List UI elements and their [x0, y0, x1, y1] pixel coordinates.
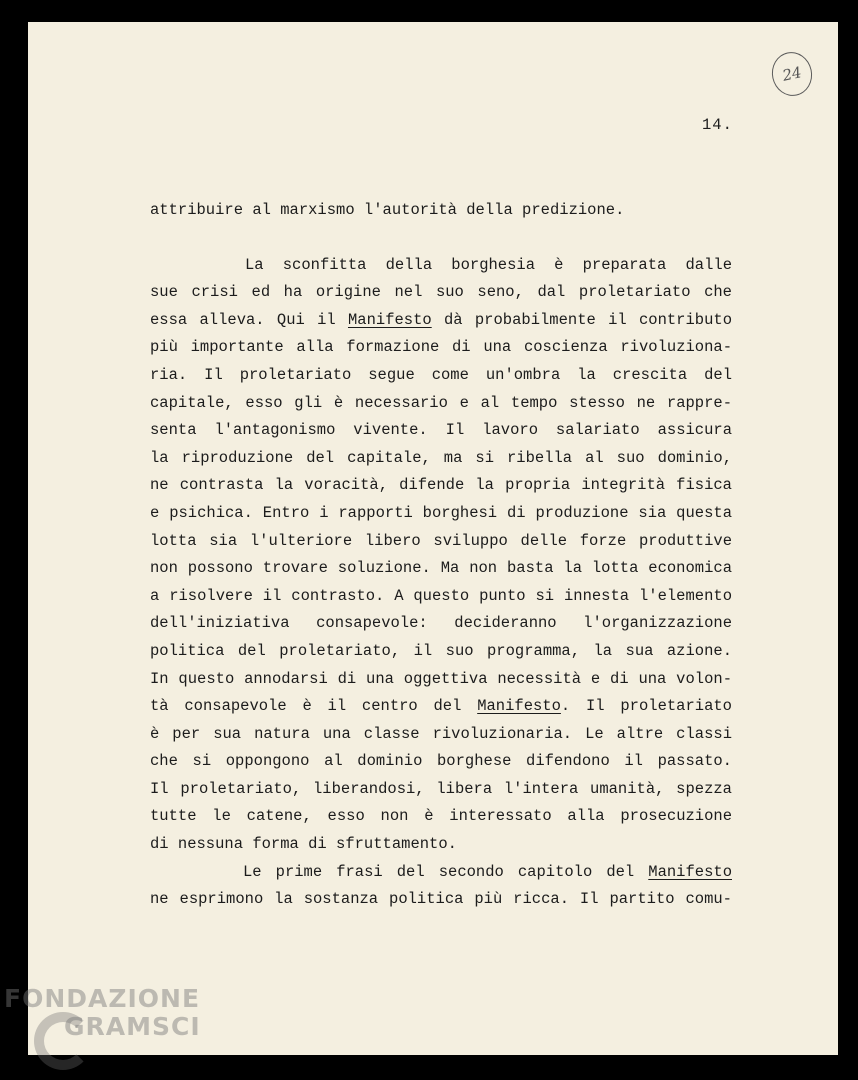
text-line: è per sua natura una classe rivoluzionaria. Le altre classi [150, 724, 732, 743]
text-line: e psichica. Entro i rapporti borghesi di produzione sia questa [150, 503, 732, 522]
text-line: ne contrasta la voracità, difende la propria integrità fisica [150, 476, 732, 495]
text-line: la riproduzione del capitale, ma si ribella al suo dominio, [150, 448, 732, 467]
text-line: ne esprimono la sostanza politica più ricca. Il partito comu- [150, 890, 732, 909]
text-line: Il proletariato, liberandosi, libera l'intera umanità, spezza [150, 779, 732, 798]
text-line: più importante alla formazione di una coscienza rivoluziona- [150, 338, 732, 357]
text-line: essa alleva. Qui il Manifesto dà probabilmente il contributo [150, 310, 732, 329]
text-line: dell'iniziativa consapevole: decideranno l'organizzazione [150, 614, 732, 633]
manifesto-title: Manifesto [648, 862, 732, 881]
text-line: lotta sia l'ulteriore libero sviluppo delle forze produttive [150, 531, 732, 550]
text-line: La sconfitta della borghesia è preparata dalle [245, 255, 732, 274]
page-number: 14. [702, 116, 733, 134]
manifesto-title: Manifesto [477, 697, 561, 716]
archive-stamp: 24 [768, 48, 816, 99]
text-line: tà consapevole è il centro del Manifesto. Il proletariato [150, 697, 732, 716]
text-line: tutte le catene, esso non è interessato alla prosecuzione [150, 807, 732, 826]
text-line: attribuire al marxismo l'autorità della predizione. [150, 201, 625, 219]
text-line: non possono trovare soluzione. Ma non basta la lotta economica [150, 559, 732, 578]
text-line: ria. Il proletariato segue come un'ombra la crescita del [150, 365, 732, 384]
text-line: Le prime frasi del secondo capitolo del Manifesto [243, 862, 732, 881]
text-line: sue crisi ed ha origine nel suo seno, dal proletariato che [150, 283, 732, 302]
text-line: senta l'antagonismo vivente. Il lavoro salariato assicura [150, 421, 732, 440]
watermark [4, 985, 201, 1041]
text-line: In questo annodarsi di una oggettiva necessità e di una volon- [150, 669, 732, 688]
text-line: che si oppongono al dominio borghese difendono il passato. [150, 752, 732, 771]
body-text [150, 197, 732, 914]
text-line: politica del proletariato, il suo programma, la sua azione. [150, 641, 732, 660]
watermark-line: FONDAZIONE [4, 984, 201, 1013]
text-line: a risolvere il contrasto. A questo punto si innesta l'elemento [150, 586, 732, 605]
watermark-line: GRAMSCI [64, 1012, 201, 1041]
text-line: capitale, esso gli è necessario e al tempo stesso ne rappre- [150, 393, 732, 412]
text-line: di nessuna forma di sfruttamento. [150, 835, 457, 854]
manifesto-title: Manifesto [347, 310, 432, 329]
